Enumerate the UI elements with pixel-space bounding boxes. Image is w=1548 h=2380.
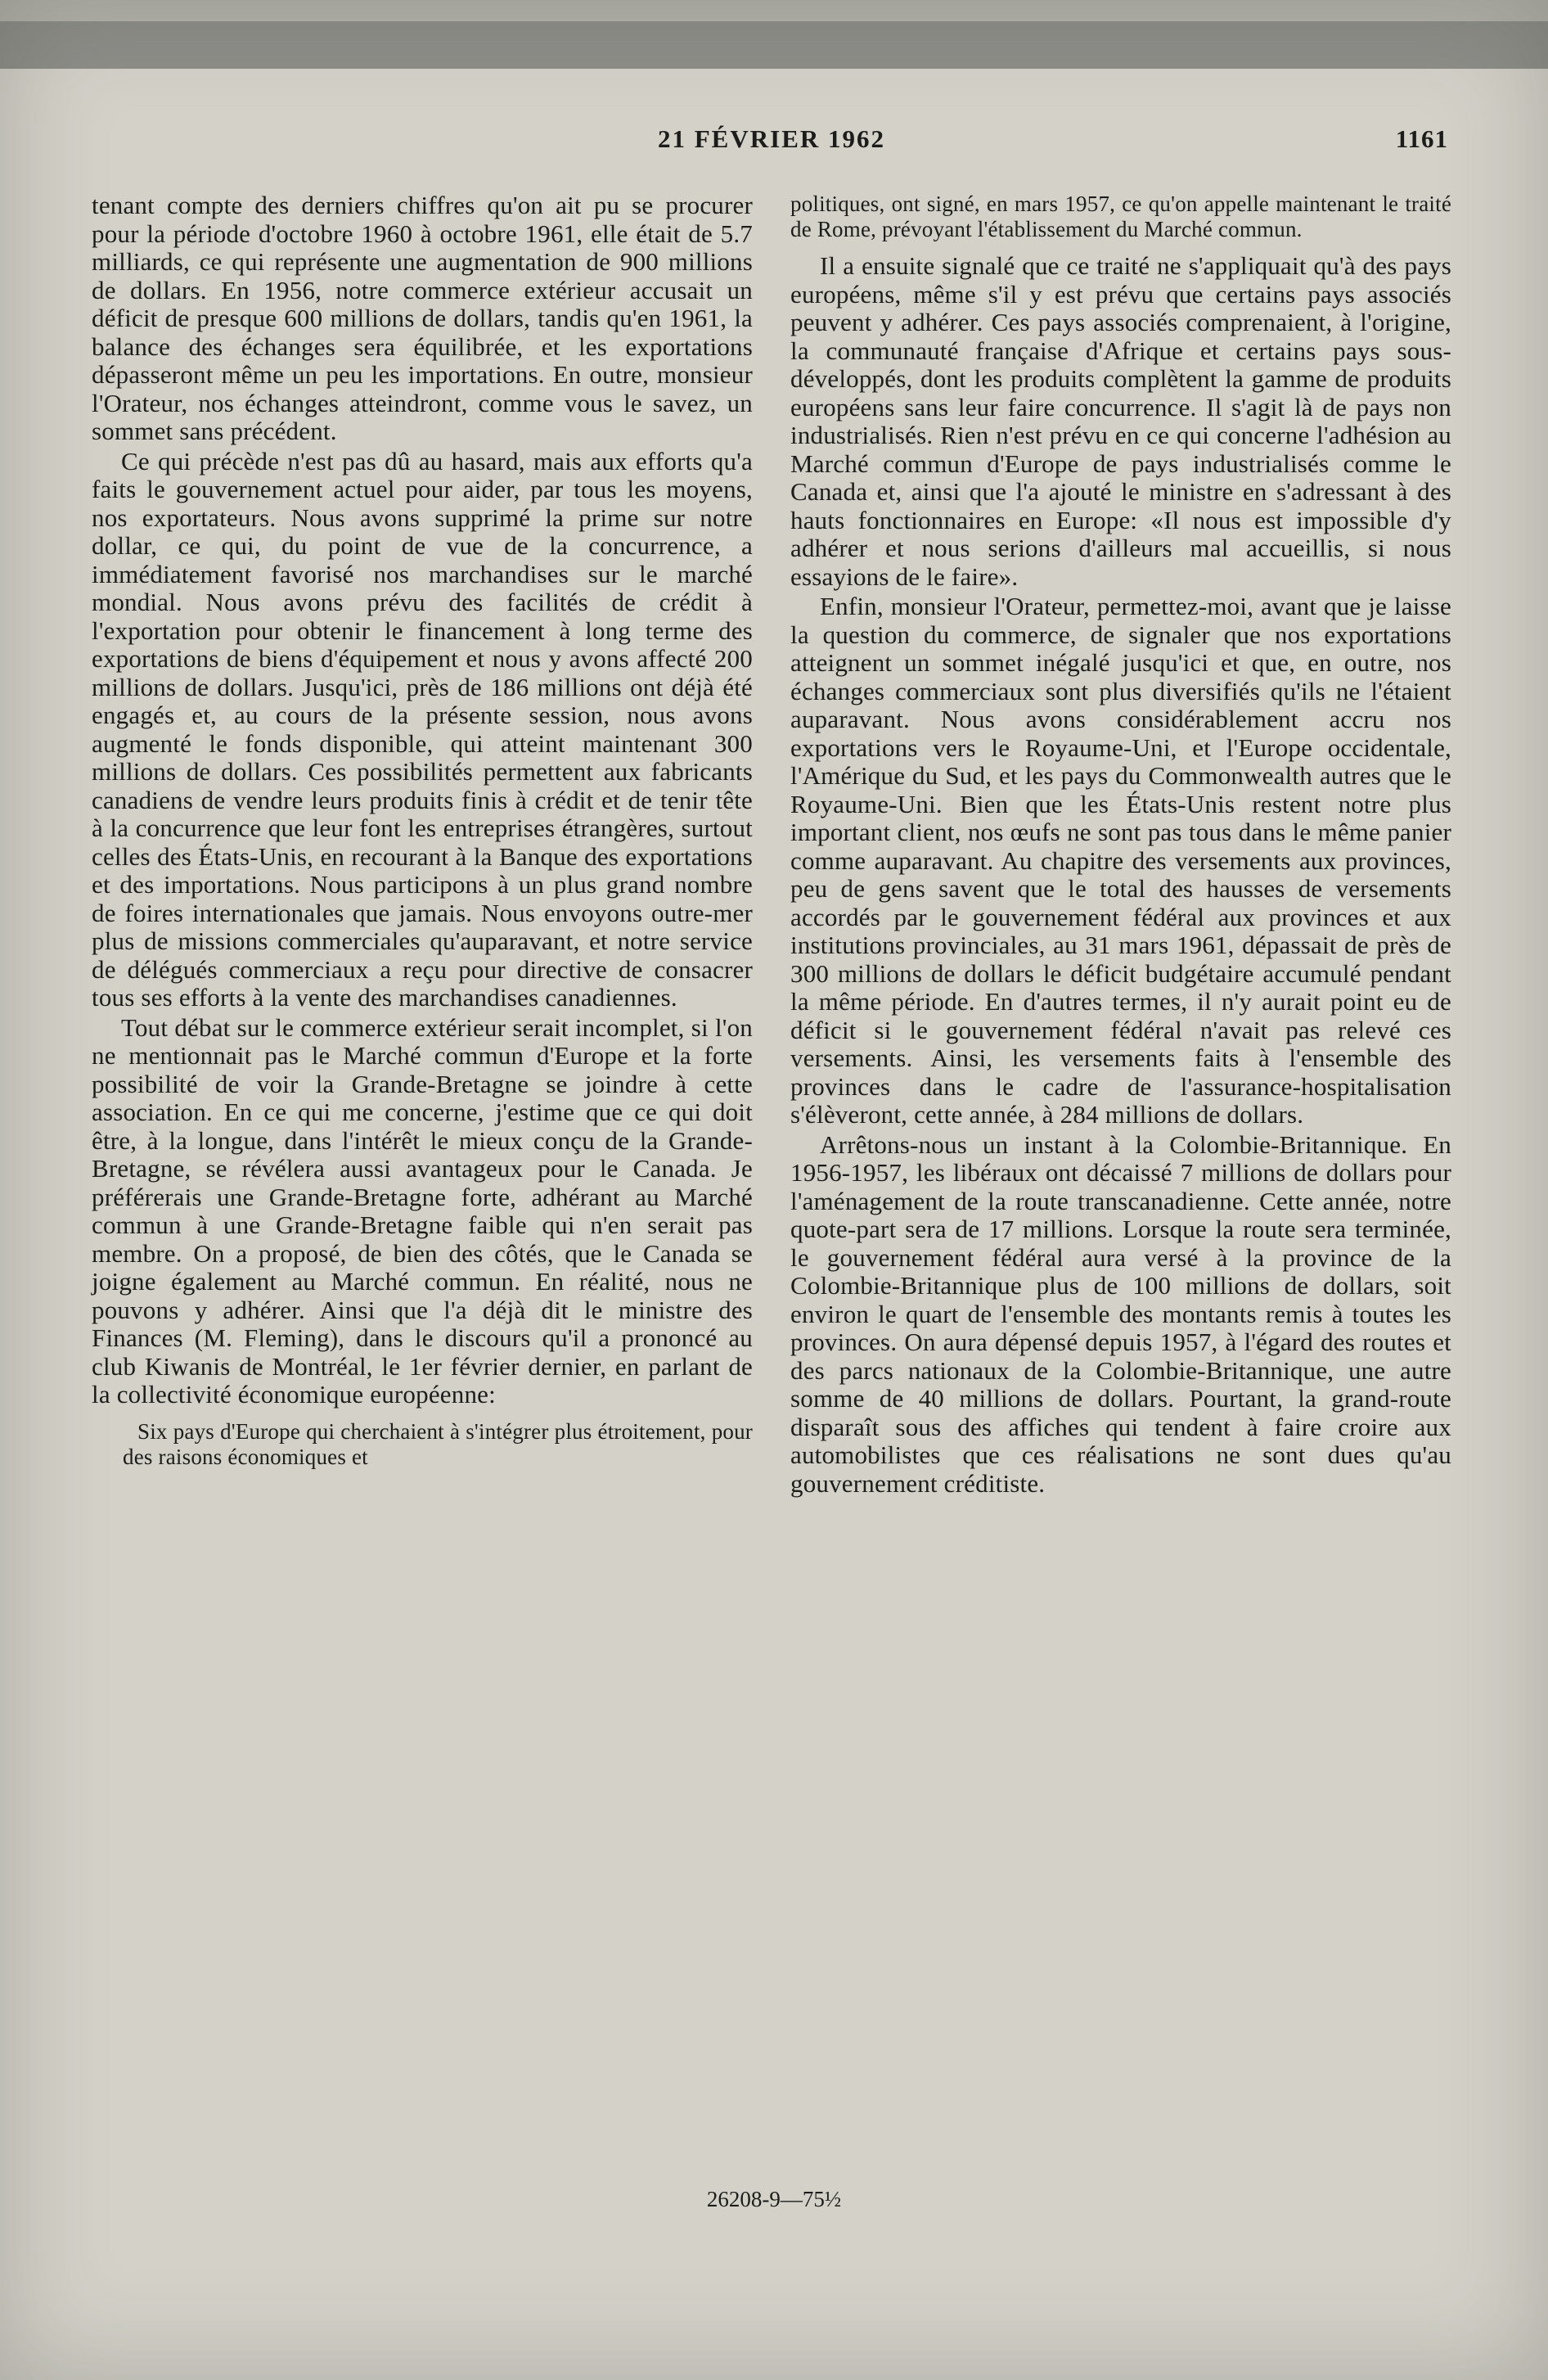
- header-date: 21 FÉVRIER 1962: [657, 124, 886, 153]
- page-body: [92, 124, 1451, 1498]
- two-column-layout: [92, 192, 1451, 1498]
- body-paragraph: Arrêtons-nous un instant à la Colombie-Britannique. En 1956-1957, les libéraux ont décaissé 7 millions de dollars pour l'aménagement de la route transcanadienne. Cette année, notre quote-part sera de 17 millions. Lorsque la route sera terminée, le gouvernement fédéral aura versé à la province de la Colombie-Britannique plus de 100 millions de dollars, soit environ le quart de l'ensemble des montants remis à toutes les provinces. On aura dépensé depuis 1957, à l'égard des routes et des parcs nationaux de la Colombie-Britannique, une autre somme de 40 millions de dollars. Pourtant, la grand-route disparaît sous des affiches qui tendent à faire croire aux automobilistes que ces réalisations ne sont dues qu'au gouvernement créditiste.: [790, 1129, 1451, 1498]
- body-paragraph: Il a ensuite signalé que ce traité ne s'appliquait qu'à des pays européens, même s'il y est prévu que certains pays associés peuvent y adhérer. Ces pays associés comprenaient, à l'origine, la communauté française d'Afrique et certains pays sous-développés, dont les produits complètent la gamme de produits européens sans leur faire concurrence. Il s'agit là de pays non industrialisés. Rien n'est prévu en ce qui concerne l'adhésion au Marché commun d'Europe de pays industrialisés comme le Canada et, ainsi que l'a ajouté le ministre en s'adressant à des hauts fonctionnaires en Europe: «Il nous est impossible d'y adhérer et nous serions d'ailleurs mal accueillis, si nous essayions de le faire».: [790, 251, 1451, 591]
- body-paragraph: tenant compte des derniers chiffres qu'on ait pu se procurer pour la période d'octobre 1960 à octobre 1961, elle était de 5.7 milliards, ce qui représente une augmentation de 900 millions de dollars. En 1956, notre commerce extérieur accusait un déficit de presque 600 millions de dollars, tandis qu'en 1961, la balance des échanges sera équilibrée, et les exportations dépasseront même un peu les importations. En outre, monsieur l'Orateur, nos échanges atteindront, comme vous le savez, un sommet sans précédent.: [92, 191, 753, 445]
- quoted-excerpt: Six pays d'Europe qui cherchaient à s'intégrer plus étroitement, pour des raisons économiques et: [123, 1418, 753, 1469]
- body-paragraph: Enfin, monsieur l'Orateur, permettez-moi, avant que je laisse la question du commerce, de signaler que nos exportations atteignent un sommet inégalé jusqu'ici et que, en outre, nos échanges commerciaux sont plus diversifiés qu'ils ne l'étaient auparavant. Nous avons considérablement accru nos exportations vers le Royaume-Uni, et l'Europe occidentale, l'Amérique du Sud, et les pays du Commonwealth autres que le Royaume-Uni. Bien que les États-Unis restent notre plus important client, nos œufs ne sont pas tous dans le même panier comme auparavant. Au chapitre des versements aux provinces, peu de gens savent que le total des hausses de versements accordés par le gouvernement fédéral aux provinces et aux institutions provinciales, au 31 mars 1961, dépassait de près de 300 millions de dollars le déficit budgétaire accumulé pendant la même période. En d'autres termes, il n'y aurait point eu de déficit si le gouvernement fédéral n'avait pas relevé ces versements. Ainsi, les versements faits à l'ensemble des provinces dans le cadre de l'assurance-hospitalisation s'élèveront, cette année, à 284 millions de dollars.: [790, 592, 1451, 1129]
- body-paragraph: Ce qui précède n'est pas dû au hasard, mais aux efforts qu'a faits le gouvernement actuel pour aider, par tous les moyens, nos exportateurs. Nous avons supprimé la prime sur notre dollar, ce qui, du point de vue de la concurrence, a immédiatement favorisé nos marchandises sur le marché mondial. Nous avons prévu des facilités de crédit à l'exportation pour obtenir le financement à long terme des exportations de biens d'équipement et nous y avons affecté 200 millions de dollars. Jusqu'ici, près de 186 millions ont déjà été engagés et, au cours de la présente session, nous avons augmenté le fonds disponible, qui atteint maintenant 300 millions de dollars. Ces possibilités permettent aux fabricants canadiens de vendre leurs produits finis à crédit et de tenir tête à la concurrence que leur font les entreprises étrangères, surtout celles des États-Unis, en recourant à la Banque des exportations et des importations. Nous participons à un plus grand nombre de foires internationales que jamais. Nous envoyons outre-mer plus de missions commerciales qu'auparavant, et notre service de délégués commerciaux a reçu pour directive de consacrer tous ses efforts à la vente des marchandises canadiennes.: [92, 446, 753, 1012]
- printers-signature-mark: 26208-9—75½: [706, 2187, 842, 2211]
- running-header: [92, 124, 1451, 164]
- header-page-number: 1161: [1395, 124, 1448, 153]
- right-column: [790, 192, 1451, 1498]
- quoted-excerpt-continuation: politiques, ont signé, en mars 1957, ce qu'on appelle maintenant le traité de Rome, prévoyant l'établissement du Marché commun.: [790, 192, 1451, 241]
- scan-top-edge: [0, 0, 1548, 21]
- scan-gray-band: [0, 21, 1548, 69]
- body-paragraph: Tout débat sur le commerce extérieur serait incomplet, si l'on ne mentionnait pas le Marché commun d'Europe et la forte possibilité de voir la Grande-Bretagne se joindre à cette association. En ce qui me concerne, j'estime que ce qui doit être, à la longue, dans l'intérêt le mieux conçu de la Grande-Bretagne, se révélera aussi avantageux pour le Canada. Je préférerais une Grande-Bretagne forte, adhérant au Marché commun à une Grande-Bretagne faible qui n'en serait pas membre. On a proposé, de bien des côtés, que le Canada se joigne également au Marché commun. En réalité, nous ne pouvons y adhérer. Ainsi que l'a déjà dit le ministre des Finances (M. Fleming), dans le discours qu'il a prononcé au club Kiwanis de Montréal, le 1er février dernier, en parlant de la collectivité économique européenne:: [92, 1012, 753, 1409]
- left-column: [92, 192, 753, 1498]
